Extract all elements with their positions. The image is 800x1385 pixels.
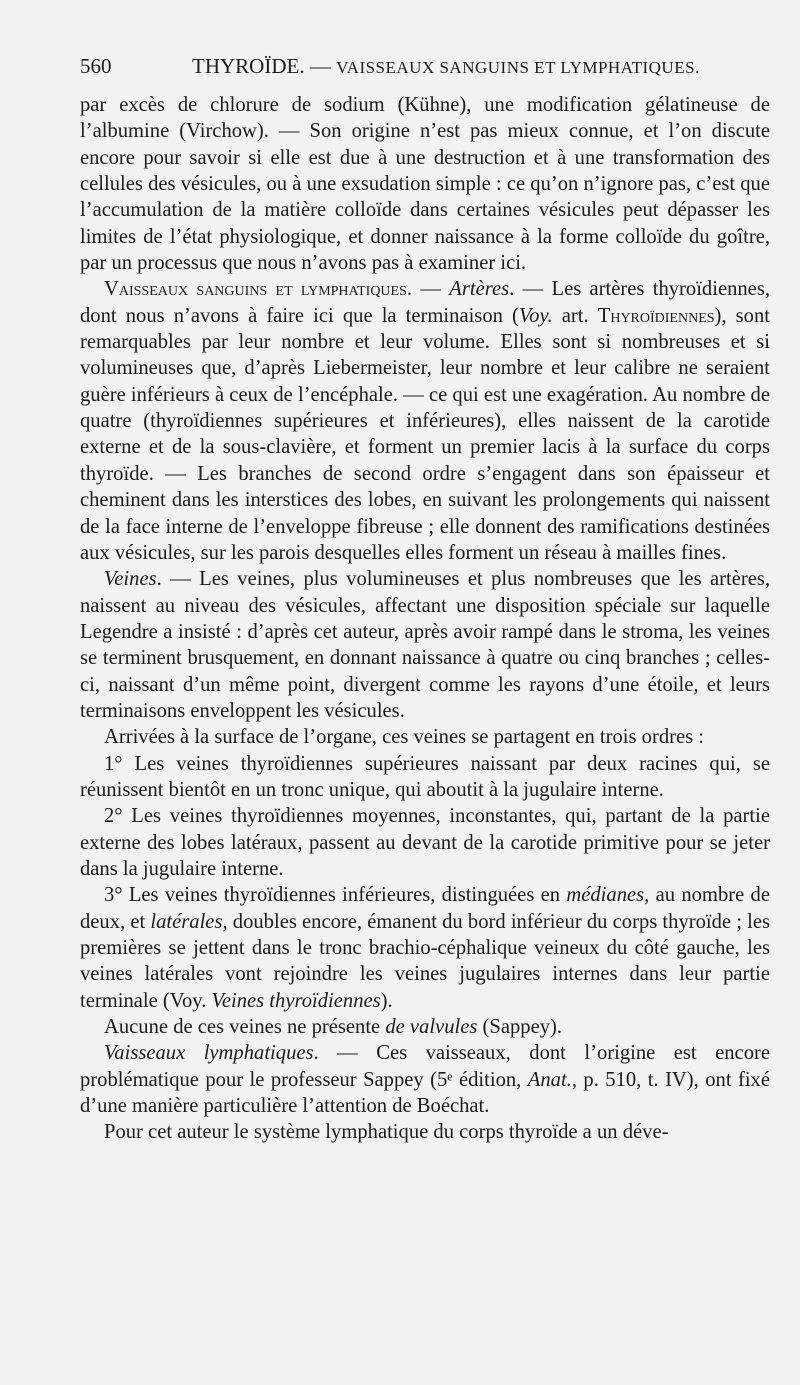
text-segment: 2° Les veines thyroïdiennes moyennes, inconstantes, qui, partant de la partie externe des lobes latéraux, passent au devant de la carotide primitive pour se jeter dans la jugulaire interne. xyxy=(80,805,770,880)
text-segment: Vaisseaux lymphatiques xyxy=(104,1042,314,1065)
paragraph-p9 xyxy=(80,1040,770,1119)
text-segment: ). xyxy=(380,989,393,1012)
text-segment: Pour cet auteur le système lymphatique du corps thyroïde a un déve- xyxy=(104,1121,669,1144)
text-segment: art. xyxy=(552,304,598,327)
paragraph-p8 xyxy=(80,1014,770,1040)
header-title xyxy=(192,54,700,79)
text-segment: , p. 510, t. IV), ont fixé d’une manière particulière l’attention de Boéchat. xyxy=(80,1068,770,1118)
text-segment: Veines xyxy=(104,568,157,591)
text-segment: médianes xyxy=(566,884,645,907)
paragraph-p6 xyxy=(80,803,770,882)
paragraph-p1 xyxy=(80,92,770,276)
text-segment: . — Les veines, plus volumineuses et plus nombreuses que les artères, naissent au niveau des vésicules, affectant une disposition spéciale sur laquelle Legendre a insisté : d’après cet auteur, après avoir rampé dans le stroma, les veines se terminent brusquement, en donnant naissance à quatre ou cinq branches ; celles-ci, naissant d’un même point, divergent comme les rayons d’une étoile, et leurs terminaisons enveloppent les vésicules. xyxy=(80,568,770,722)
text-segment: Vaisseaux sanguins et lymphatiques xyxy=(104,278,407,301)
text-segment: Aucune de ces veines ne présente xyxy=(104,1016,386,1039)
paragraph-p5 xyxy=(80,751,770,804)
text-segment: Voy. xyxy=(518,304,553,327)
text-segment: 1° Les veines thyroïdiennes supérieures naissant par deux racines qui, se réunissent bientôt en un tronc unique, qui aboutit à la jugulaire interne. xyxy=(80,752,770,801)
text-segment: Arrivées à la surface de l’organe, ces veines se partagent en trois ordres : xyxy=(104,726,705,749)
paragraph-p3 xyxy=(80,566,770,724)
header-subtitle: VAISSEAUX SANGUINS ET LYMPHATIQUES. xyxy=(336,58,700,77)
paragraph-p10 xyxy=(80,1119,770,1145)
text-segment: ), sont remarquables par leur nombre et leur volume. Elles sont si nombreuses et si volumineuses que, d’après Liebermeister, leur nombre et leur calibre ne seraient guère inférieurs à ceux de l’encéphale. — ce qui est une exagération. Au nombre de quatre (thyroïdiennes supérieures et inférieures), elles naissent de la carotide externe et de la sous-clavière, et forment un premier lacis à la surface du corps thyroïde. — Les branches de second ordre s’engagent dans son épaisseur et cheminent dans les interstices des lobes, en suivant les prolongements qui naissent de la face interne de l’enveloppe fibreuse ; elle donnent des ramifications destinées aux vésicules, sur les parois desquelles elles forment un réseau à mailles fines. xyxy=(80,304,770,564)
text-segment: , au nombre de deux, et xyxy=(80,884,770,933)
text-segment: Veines thyroïdiennes xyxy=(211,989,381,1012)
text-segment: 3° Les veines thyroïdiennes inférieures, distinguées en xyxy=(104,884,567,907)
paragraph-p7 xyxy=(80,882,770,1014)
text-segment: (Sappey). xyxy=(477,1016,563,1039)
page-number: 560 xyxy=(80,54,112,78)
paragraph-p2 xyxy=(80,276,770,566)
text-segment: Thyroïdiennes xyxy=(597,304,715,327)
text-segment: de valvules xyxy=(385,1016,478,1039)
header-main-title: THYROÏDE. — xyxy=(192,54,331,78)
running-header xyxy=(80,54,770,88)
text-segment: latérales xyxy=(150,910,223,933)
text-segment: Anat. xyxy=(527,1068,572,1091)
paragraph-p4 xyxy=(80,724,770,750)
text-segment: , doubles encore, émanent du bord inférieur du corps thyroïde ; les premières se jettent dans le tronc brachio-céphalique veineux du côté gauche, les veines latérales vont rejoindre les veines jugulaires internes dans leur partie terminale (Voy. xyxy=(80,910,770,1012)
text-segment: . — Ces vaisseaux, dont l’origine est encore problématique pour le professeur Sappey (5ᵉ édition, xyxy=(80,1042,770,1091)
text-segment: . — xyxy=(406,278,450,301)
body-text xyxy=(80,92,770,1146)
text-segment: par excès de chlorure de sodium (Kühne), une modification gélatineuse de l’albumine (Virchow). — Son origine n’est pas mieux connue, et l’on discute encore pour savoir si elle est due à une destruction et à une transformation des cellules des vésicules, ou à une exsudation simple : ce qu’on n’ignore pas, c’est que l’accumulation de la matière colloïde dans certaines vésicules peut dépasser les limites de l’état physiologique, et donner naissance à la forme colloïde du goître, par un processus que nous n’avons pas à examiner ici. xyxy=(80,94,770,275)
text-segment: Artères xyxy=(449,278,510,301)
text-segment: . — Les artères thyroïdiennes, dont nous n’avons à faire ici que la terminaison ( xyxy=(80,278,770,327)
